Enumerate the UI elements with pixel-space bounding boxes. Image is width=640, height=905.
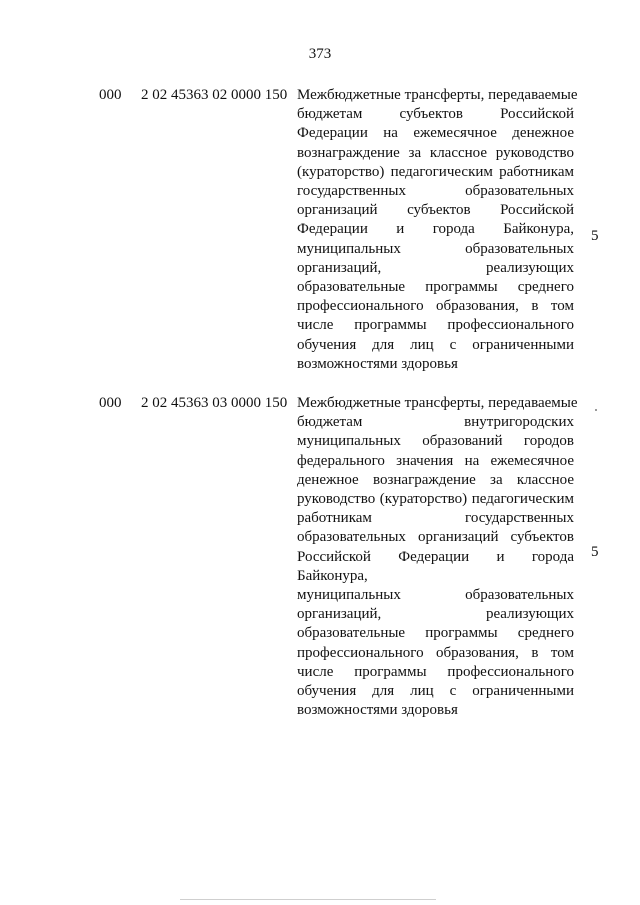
description-line: денежное вознаграждение за классное (297, 471, 574, 488)
description-line: муниципальных образовательных (297, 587, 574, 604)
description-line: муниципальных образовательных (297, 240, 574, 257)
description-line: профессионального образования, в том (297, 644, 574, 661)
description-line: работникам государственных (297, 510, 574, 527)
entry-description (297, 86, 578, 374)
description-line: организаций, реализующих (297, 259, 574, 276)
description-line: (кураторство) педагогическим работникам (297, 163, 574, 180)
description-line: Межбюджетные трансферты, передаваемые (297, 87, 578, 103)
description-line: образовательных организаций субъектов (297, 529, 574, 546)
description-line: организаций, реализующих (297, 606, 574, 623)
scan-edge-line (180, 899, 436, 900)
entry-description (297, 394, 578, 720)
description-line: возможностями здоровья (297, 702, 458, 719)
description-line: возможностями здоровья (297, 355, 458, 372)
description-line: числе программы профессионального (297, 317, 574, 334)
description-line: вознаграждение за классное руководство (297, 144, 574, 161)
description-line: федерального значения на ежемесячное (297, 452, 574, 469)
description-line: обучения для лиц с ограниченными (297, 683, 574, 700)
entry-amount: 5 (591, 228, 599, 244)
description-line: бюджетам внутригородских (297, 414, 574, 431)
budget-classification-code: 2 02 45363 02 0000 150 (141, 87, 288, 103)
description-line: образовательные программы среднего (297, 279, 574, 296)
description-line: образовательные программы среднего (297, 625, 574, 642)
description-line: числе программы профессионального (297, 663, 574, 680)
description-line: организаций субъектов Российской (297, 202, 574, 219)
description-line: бюджетам субъектов Российской (297, 106, 574, 123)
description-line: профессионального образования, в том (297, 298, 574, 315)
description-line: муниципальных образований городов (297, 433, 574, 450)
description-line: Федерации на ежемесячное денежное (297, 125, 574, 142)
page-number: 373 (308, 46, 332, 62)
description-line: руководство (кураторство) педагогическим (297, 491, 574, 508)
scan-speck (595, 409, 597, 411)
entry-amount: 5 (591, 544, 599, 560)
description-line: Федерации и города Байконура, (297, 221, 574, 238)
budget-classification-code: 2 02 45363 03 0000 150 (141, 395, 288, 411)
description-line: государственных образовательных (297, 183, 574, 200)
admin-code: 000 (99, 87, 122, 103)
description-line: Межбюджетные трансферты, передаваемые (297, 395, 578, 411)
description-line: Российской Федерации и города Байконура, (297, 548, 574, 584)
admin-code: 000 (99, 395, 122, 411)
description-line: обучения для лиц с ограниченными (297, 336, 574, 353)
